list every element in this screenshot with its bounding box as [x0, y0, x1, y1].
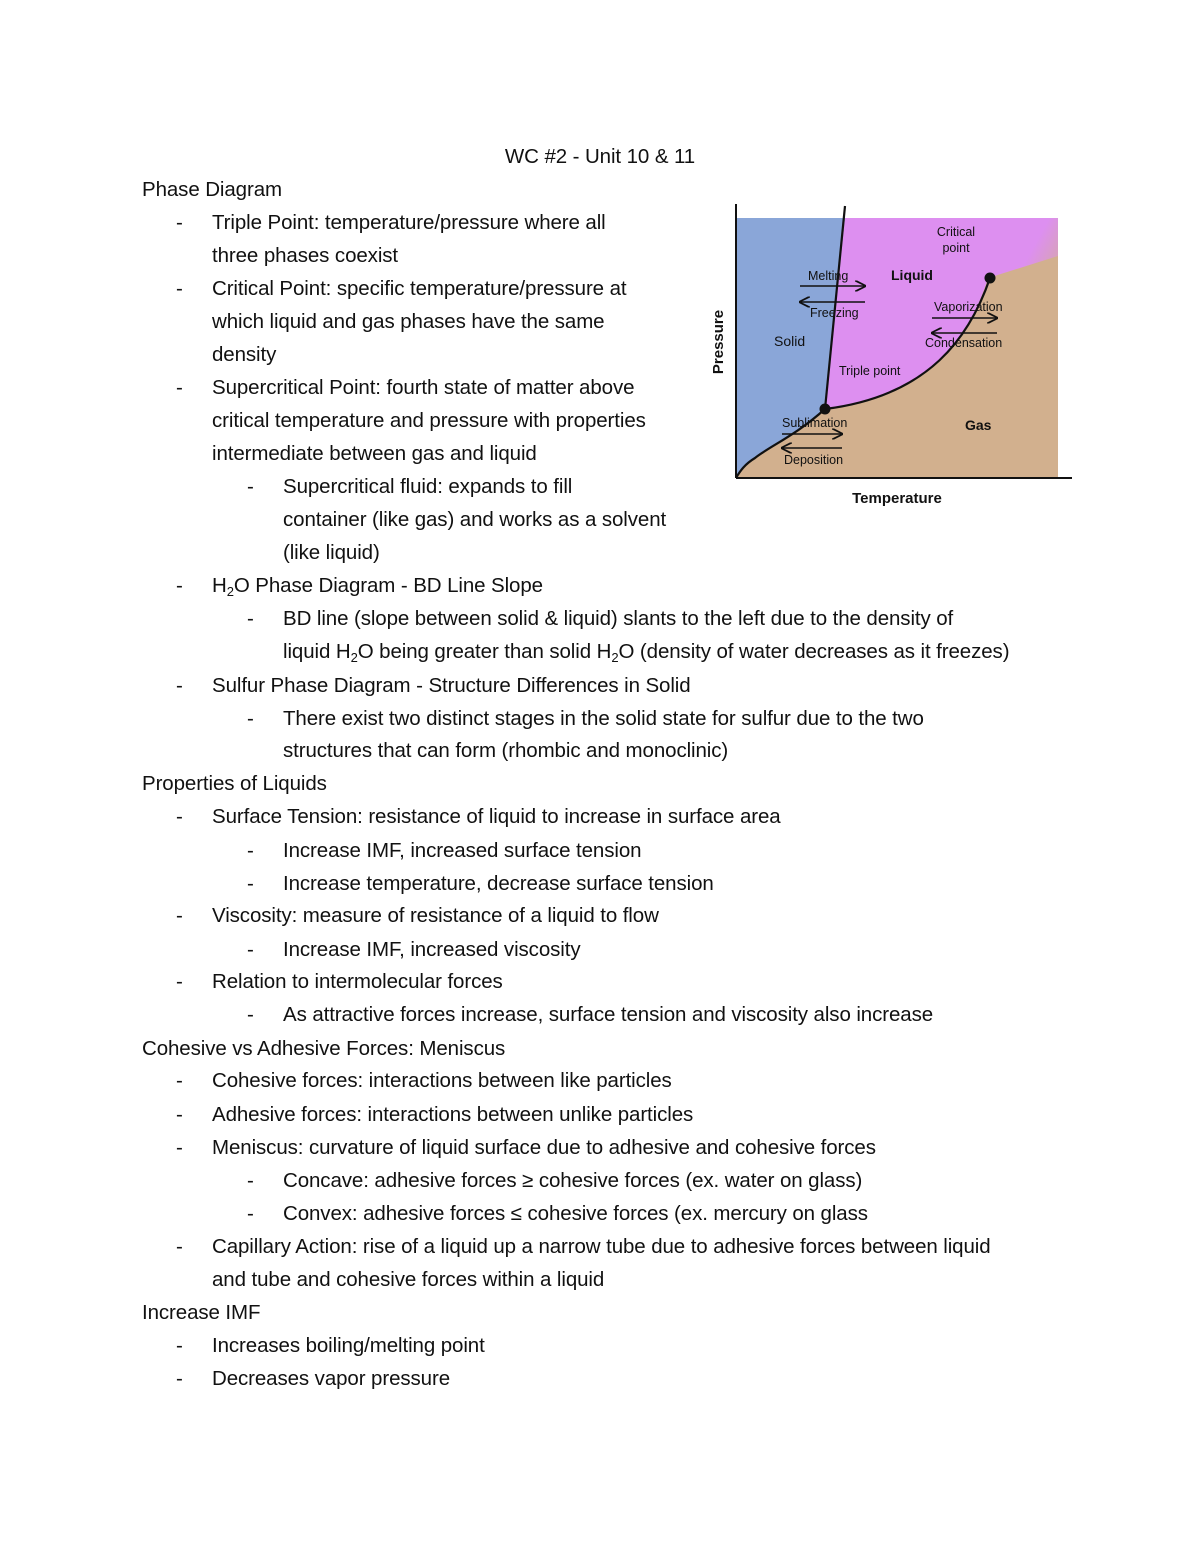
section-heading-cohesive-adhesive: Cohesive vs Adhesive Forces: Meniscus	[142, 1037, 506, 1060]
bullet-adhesive-forces: Adhesive forces: interactions between unlike particles	[212, 1103, 694, 1126]
bullet-cohesive-forces: Cohesive forces: interactions between like particles	[212, 1069, 672, 1092]
bullet-dash: -	[176, 211, 183, 234]
sub-bullet-dash: -	[247, 1169, 254, 1192]
sub-bullet-surface-tension-temperature: Increase temperature, decrease surface tension	[283, 872, 714, 895]
sub-bullet-dash: -	[247, 938, 254, 961]
sub-bullet-surface-tension-imf: Increase IMF, increased surface tension	[283, 839, 642, 862]
bullet-relation-to-imf: Relation to intermolecular forces	[212, 970, 503, 993]
sub-bullet-attractive-forces: As attractive forces increase, surface tension and viscosity also increase	[283, 1003, 934, 1026]
sub-bullet-dash: -	[247, 707, 254, 730]
sub-bullet-convex: Convex: adhesive forces ≤ cohesive forces (ex. mercury on glass	[283, 1202, 868, 1225]
bullet-dash: -	[176, 376, 183, 399]
y-axis-label: Pressure	[710, 309, 727, 375]
bullet-dash: -	[176, 1103, 183, 1126]
subscript: 2	[350, 650, 358, 665]
critical-point-marker	[985, 273, 996, 284]
sub-bullet-supercritical-fluid-line-3: (like liquid)	[283, 541, 380, 564]
sub-bullet-bd-line-1: BD line (slope between solid & liquid) slants to the left due to the density of	[283, 607, 954, 630]
label-sublimation: Sublimation	[782, 416, 848, 430]
sub-bullet-concave: Concave: adhesive forces ≥ cohesive forces (ex. water on glass)	[283, 1169, 863, 1192]
sub-bullet-dash: -	[247, 475, 254, 498]
bullet-supercritical-line-3: intermediate between gas and liquid	[212, 442, 537, 465]
bullet-capillary-action-line-2: and tube and cohesive forces within a liquid	[212, 1268, 605, 1291]
bullet-critical-point-line-2: which liquid and gas phases have the same	[212, 310, 605, 333]
bullet-critical-point-line-1: Critical Point: specific temperature/pressure at	[212, 277, 627, 300]
bullet-dash: -	[176, 1069, 183, 1092]
triple-point-marker	[820, 404, 831, 415]
label-melting: Melting	[808, 269, 849, 283]
bullet-viscosity: Viscosity: measure of resistance of a liquid to flow	[212, 904, 659, 927]
bullet-supercritical-line-1: Supercritical Point: fourth state of matter above	[212, 376, 635, 399]
bullet-dash: -	[176, 1136, 183, 1159]
sub-bullet-bd-line-2	[283, 640, 1009, 664]
label-critical-point-line-1: Critical	[936, 225, 976, 239]
sub-bullet-dash: -	[247, 1003, 254, 1026]
bullet-sulfur-phase-diagram: Sulfur Phase Diagram - Structure Differences in Solid	[212, 674, 691, 697]
bullet-dash: -	[176, 1367, 183, 1390]
text-fragment: liquid H	[283, 640, 351, 663]
label-vaporization: Vaporization	[934, 300, 1003, 314]
bullet-dash: -	[176, 1334, 183, 1357]
sub-bullet-supercritical-fluid-line-1: Supercritical fluid: expands to fill	[283, 475, 573, 498]
section-heading-properties-of-liquids: Properties of Liquids	[142, 772, 327, 795]
bullet-dash: -	[176, 970, 183, 993]
bullet-capillary-action-line-1: Capillary Action: rise of a liquid up a narrow tube due to adhesive forces between liquid	[212, 1235, 991, 1258]
sub-bullet-sulfur-line-2: structures that can form (rhombic and monoclinic)	[283, 739, 729, 762]
bullet-triple-point-line-1: Triple Point: temperature/pressure where all	[212, 211, 606, 234]
subscript: 2	[226, 584, 234, 599]
sub-bullet-dash: -	[247, 607, 254, 630]
bullet-dash: -	[176, 904, 183, 927]
sub-bullet-dash: -	[247, 1202, 254, 1225]
sub-bullet-dash: -	[247, 839, 254, 862]
section-heading-increase-imf: Increase IMF	[142, 1301, 261, 1324]
text-fragment: O being greater than solid H	[357, 640, 612, 663]
label-solid: Solid	[774, 333, 806, 349]
phase-diagram-figure	[700, 196, 1080, 516]
sub-bullet-sulfur-line-1: There exist two distinct stages in the solid state for sulfur due to the two	[283, 707, 924, 730]
label-triple-point: Triple point	[839, 364, 901, 378]
bullet-critical-point-line-3: density	[212, 343, 277, 366]
bullet-dash: -	[176, 674, 183, 697]
label-freezing: Freezing	[810, 306, 859, 320]
text-fragment: O (density of water decreases as it freezes)	[618, 640, 1010, 663]
sub-bullet-viscosity-imf: Increase IMF, increased viscosity	[283, 938, 581, 961]
label-deposition: Deposition	[784, 453, 844, 467]
label-condensation: Condensation	[925, 336, 1003, 350]
page-title: WC #2 - Unit 10 & 11	[504, 145, 696, 168]
bullet-triple-point-line-2: three phases coexist	[212, 244, 399, 267]
label-gas: Gas	[965, 417, 992, 433]
bullet-meniscus: Meniscus: curvature of liquid surface due to adhesive and cohesive forces	[212, 1136, 876, 1159]
text-fragment: O Phase Diagram - BD Line Slope	[233, 574, 543, 597]
bullet-h2o-phase-diagram	[212, 574, 543, 598]
sub-bullet-dash: -	[247, 872, 254, 895]
label-liquid: Liquid	[891, 267, 933, 283]
bullet-dash: -	[176, 1235, 183, 1258]
text-fragment: H	[212, 574, 227, 597]
sub-bullet-supercritical-fluid-line-2: container (like gas) and works as a solvent	[283, 508, 667, 531]
bullet-vapor-pressure: Decreases vapor pressure	[212, 1367, 451, 1390]
section-heading-phase-diagram: Phase Diagram	[142, 178, 282, 201]
bullet-boiling-point: Increases boiling/melting point	[212, 1334, 485, 1357]
bullet-dash: -	[176, 277, 183, 300]
bullet-supercritical-line-2: critical temperature and pressure with properties	[212, 409, 646, 432]
bullet-dash: -	[176, 574, 183, 597]
x-axis-label: Temperature	[852, 490, 942, 507]
bullet-surface-tension: Surface Tension: resistance of liquid to increase in surface area	[212, 805, 781, 828]
label-critical-point-line-2: point	[942, 241, 970, 255]
bullet-dash: -	[176, 805, 183, 828]
subscript: 2	[611, 650, 619, 665]
